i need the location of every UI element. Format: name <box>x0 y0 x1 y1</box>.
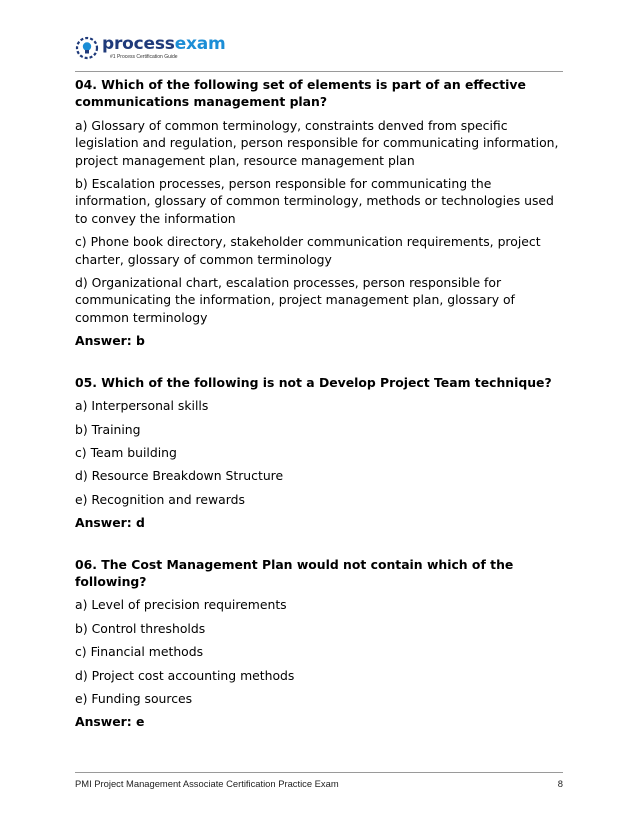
question-block <box>75 556 565 731</box>
logo-tagline: #1 Process Certification Guide <box>110 54 178 60</box>
question-block <box>75 76 565 350</box>
answer-option: b) Control thresholds <box>75 620 206 636</box>
answer-option: c) Financial methods <box>75 644 204 660</box>
answer-option: a) Glossary of common terminology, constraints denved from specific legislation and regulation, person responsible for communicating information, project management plan, resource management plan <box>75 117 559 168</box>
answer-option: c) Team building <box>75 444 177 460</box>
footer-title: PMI Project Management Associate Certification Practice Exam <box>75 778 339 789</box>
header-divider <box>75 71 563 72</box>
answer-option: e) Funding sources <box>75 690 193 706</box>
answer-key: Answer: d <box>75 515 145 531</box>
answer-option: a) Interpersonal skills <box>75 398 209 414</box>
answer-option: c) Phone book directory, stakeholder communication requirements, project charter, glossary of common terminology <box>75 234 541 267</box>
answer-option: b) Training <box>75 421 141 437</box>
spacer <box>75 532 565 556</box>
answer-option: e) Recognition and rewards <box>75 491 245 507</box>
lightbulb-gear-icon <box>75 36 99 60</box>
header-logo <box>75 30 226 66</box>
logo-word-exam: exam <box>174 34 226 54</box>
answer-key: Answer: e <box>75 714 145 730</box>
answer-option: b) Escalation processes, person responsible for communicating the information, glossary of common terminology, methods or technologies used to convey the information <box>75 176 554 226</box>
logo-wordmark <box>102 36 226 60</box>
page-number: 8 <box>557 778 563 789</box>
logo-word-process: process <box>102 34 175 54</box>
answer-option: d) Organizational chart, escalation processes, person responsible for communicating the information, project management plan, glossary of common terminology <box>75 275 515 325</box>
question-block <box>75 374 565 532</box>
answer-option: a) Level of precision requirements <box>75 597 287 613</box>
question-text: 04. Which of the following set of elements is part of an effective communications management plan? <box>75 77 526 110</box>
questions-content <box>75 76 565 731</box>
spacer <box>75 350 565 374</box>
footer <box>75 778 563 789</box>
footer-divider <box>75 772 563 773</box>
question-text: 05. Which of the following is not a Develop Project Team technique? <box>75 374 552 390</box>
answer-key: Answer: b <box>75 333 145 349</box>
answer-option: d) Project cost accounting methods <box>75 667 295 683</box>
answer-option: d) Resource Breakdown Structure <box>75 468 284 484</box>
question-text: 06. The Cost Management Plan would not contain which of the following? <box>75 556 514 589</box>
